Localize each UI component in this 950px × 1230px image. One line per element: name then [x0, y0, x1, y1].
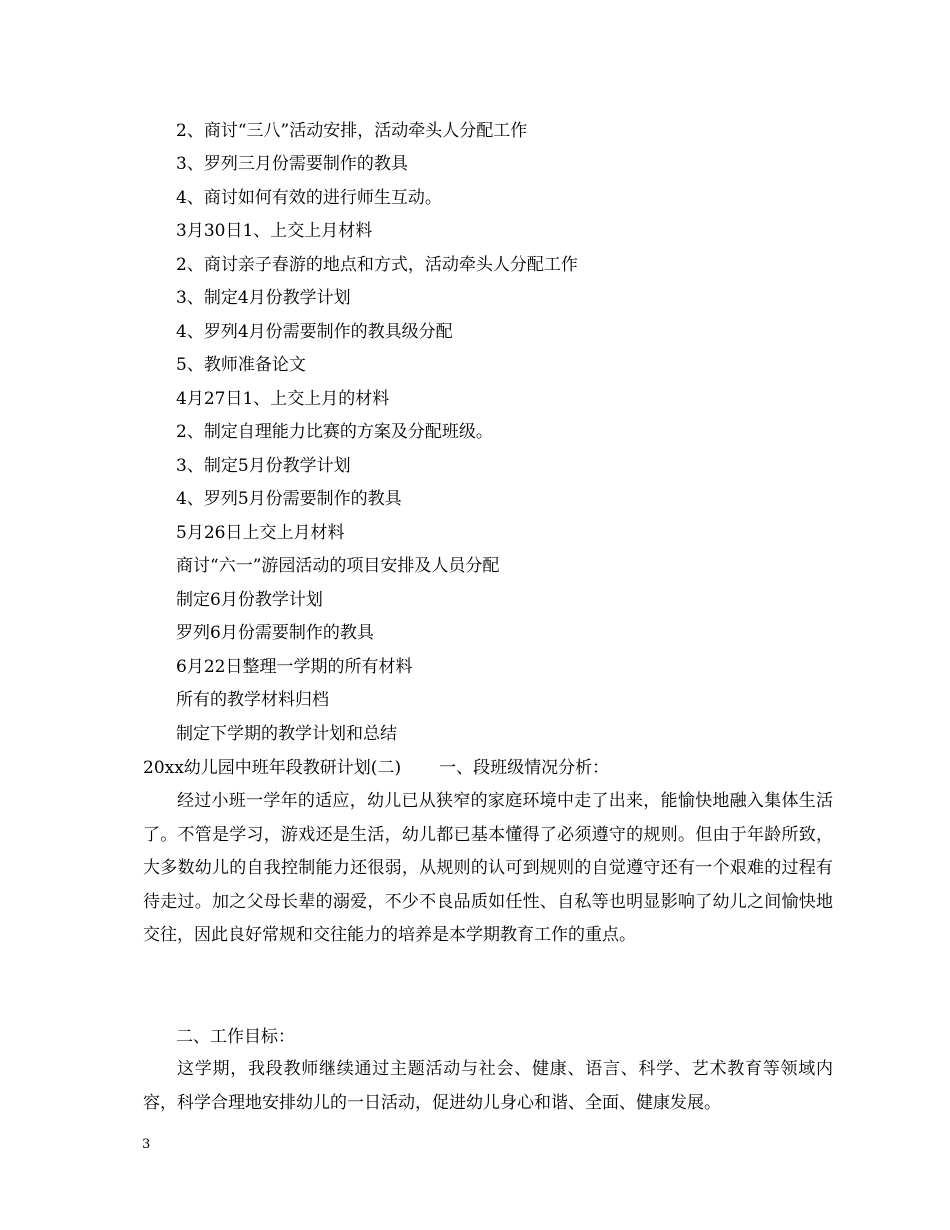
- list-item: 4月27日1、上交上月的材料: [176, 389, 390, 409]
- list-item: 罗列6月份需要制作的教具: [176, 623, 374, 643]
- list-item: 5月26日上交上月材料: [176, 523, 345, 543]
- list-item: 商讨“六一”游园活动的项目安排及人员分配: [176, 556, 500, 576]
- list-item: 制定6月份教学计划: [176, 590, 323, 610]
- list-item: 所有的教学材料归档: [176, 690, 329, 710]
- list-item: 3月30日1、上交上月材料: [176, 221, 373, 241]
- list-item: 3、制定5月份教学计划: [176, 456, 351, 476]
- list-item: 4、罗列4月份需要制作的教具级分配: [176, 322, 453, 342]
- list-item: 4、商讨如何有效的进行师生互动。: [176, 188, 442, 208]
- section-heading: [143, 758, 609, 778]
- page-number: 3: [142, 1137, 151, 1152]
- list-item: 6月22日整理一学期的所有材料: [176, 657, 413, 677]
- list-item: 制定下学期的教学计划和总结: [176, 724, 397, 744]
- section-subtitle: 一、段班级情况分析：: [439, 758, 610, 778]
- analysis-paragraph: 经过小班一学年的适应，幼儿已从狭窄的家庭环境中走了出来，能愉快地融入集体生活了。不管是学习，游戏还是生活，幼儿都已基本懂得了必须遵守的规则。但由于年龄所致，大多数幼儿的自我控制能力还很弱，从规则的认可到规则的自觉遵守还有一个艰难的过程有待走过。加之父母长辈的溺爱，不少不良品质如任性、自私等也明显影响了幼儿之间愉快地交往，因此良好常规和交往能力的培养是本学期教育工作的重点。: [143, 791, 833, 946]
- goals-paragraph: 这学期，我段教师继续通过主题活动与社会、健康、语言、科学、艺术教育等领域内容，科学合理地安排幼儿的一日活动，促进幼儿身心和谐、全面、健康发展。: [143, 1059, 833, 1113]
- list-item: 5、教师准备论文: [176, 355, 306, 375]
- section-title: 20xx幼儿园中班年段教研计划(二): [143, 758, 402, 778]
- list-item: 3、罗列三月份需要制作的教具: [176, 154, 408, 174]
- list-item: 2、商讨“三八”活动安排，活动牵头人分配工作: [176, 121, 528, 141]
- list-item: 3、制定4月份教学计划: [176, 288, 351, 308]
- goals-heading: 二、工作目标：: [176, 1027, 295, 1047]
- list-item: 2、制定自理能力比赛的方案及分配班级。: [176, 422, 493, 442]
- list-item: 4、罗列5月份需要制作的教具: [176, 489, 402, 509]
- list-item: 2、商讨亲子春游的地点和方式，活动牵头人分配工作: [176, 255, 578, 275]
